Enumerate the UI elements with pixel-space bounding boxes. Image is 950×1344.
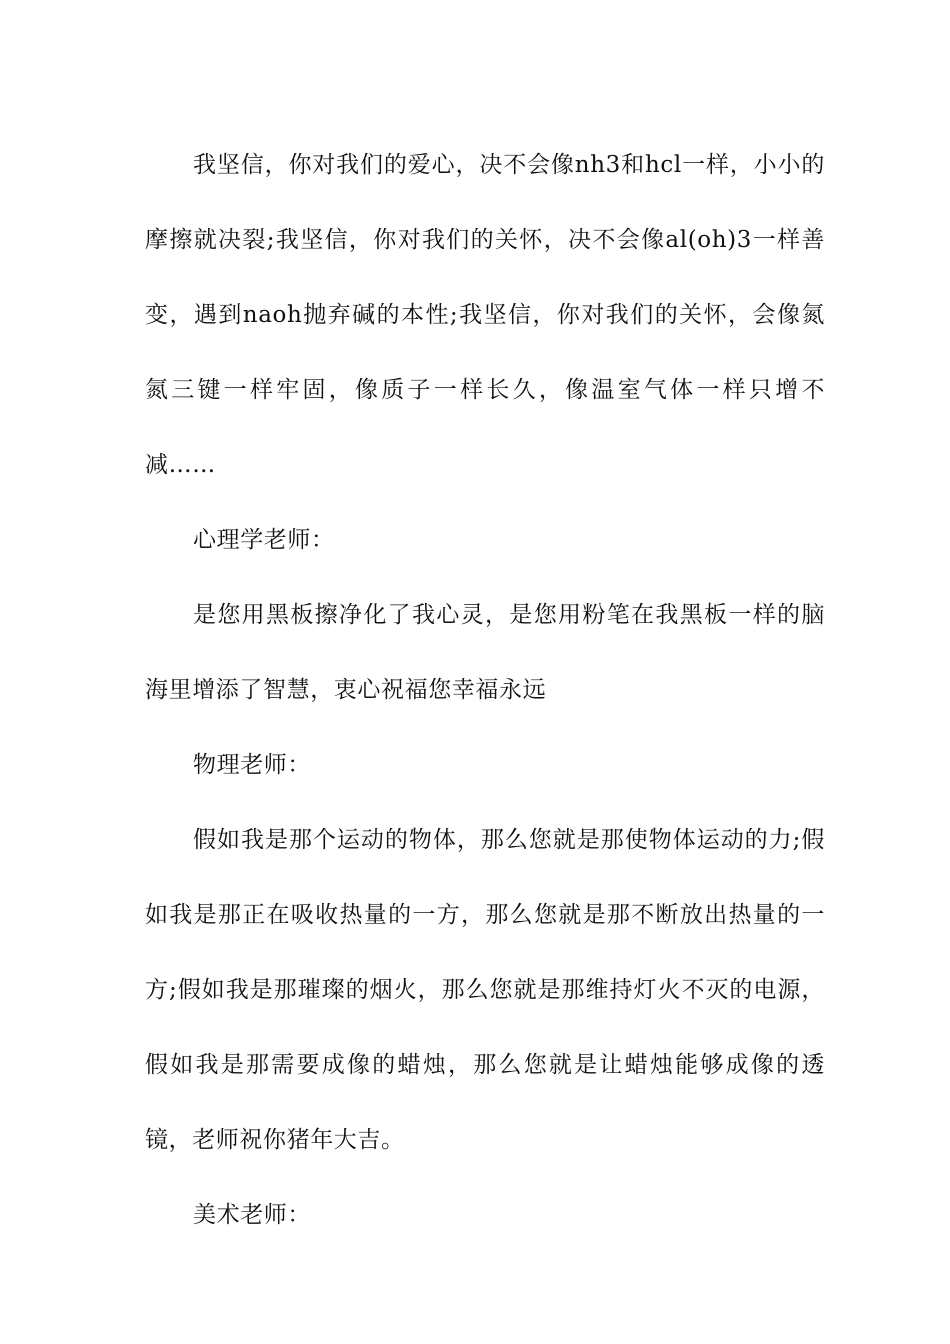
paragraph-psychology-wishes: 是您用黑板擦净化了我心灵，是您用粉笔在我黑板一样的脑海里增添了智慧，衷心祝福您幸福永远 [145,602,825,703]
heading-physics-teacher: 物理老师： [193,752,311,778]
paragraph-chemistry-wishes: 我坚信，你对我们的爱心，决不会像nh3和hcl一样，小小的摩擦就决裂;我坚信，你对我们的关怀，决不会像al(oh)3一样善变，遇到naoh抛弃碱的本性;我坚信，你对我们的关怀，会像氮氮三键一样牢固，像质子一样长久，像温室气体一样只增不减…… [145,152,825,478]
heading-art-teacher: 美术老师： [193,1202,311,1228]
heading-psychology-teacher: 心理学老师： [193,527,335,553]
paragraph-physics-wishes: 假如我是那个运动的物体，那么您就是那使物体运动的力;假如我是那正在吸收热量的一方，那么您就是那不断放出热量的一方;假如我是那璀璨的烟火，那么您就是那维持灯火不灭的电源，假如我是那需要成像的蜡烛，那么您就是让蜡烛能够成像的透镜，老师祝你猪年大吉。 [145,827,825,1153]
document-body [145,128,825,1253]
